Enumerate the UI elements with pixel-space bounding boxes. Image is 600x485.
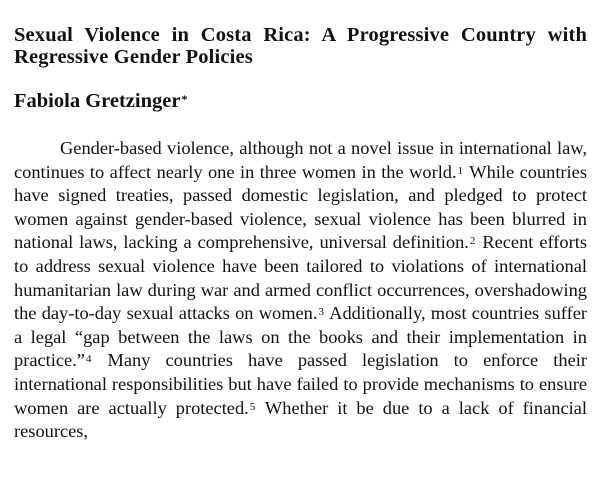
body-text-run: Recent efforts to address sexual violence have been tailored to violations of international humanitarian law during war and armed conflict occurrences, overshadowing the day-to-day sexual attacks on women. xyxy=(14,232,587,324)
document-page xyxy=(14,24,587,444)
author-footnote-marker[interactable]: * xyxy=(181,92,188,106)
body-text-run: Additionally, most countries suffer a legal “gap between the laws on the books and their implementation in practice.” xyxy=(14,303,587,371)
footnote-ref-3[interactable]: 3 xyxy=(318,306,324,319)
body-paragraph xyxy=(14,137,587,444)
footnote-ref-4[interactable]: 4 xyxy=(85,353,92,366)
footnote-ref-2[interactable]: 2 xyxy=(469,235,476,248)
footnote-ref-1[interactable]: 1 xyxy=(457,164,464,177)
article-title: Sexual Violence in Costa Rica: A Progressive Country with Regressive Gender Policies xyxy=(14,24,587,68)
body-text-run: Gender-based violence, although not a novel issue in international law, continues to affect nearly one in three women in the world. xyxy=(14,138,587,182)
author-name: Fabiola Gretzinger xyxy=(14,90,181,112)
footnote-ref-5[interactable]: 5 xyxy=(249,400,256,413)
author-line xyxy=(14,89,587,113)
body-text-run: Many countries have passed legislation to enforce their international responsibilities but have failed to provide mechanisms to ensure women are actually protected. xyxy=(14,350,587,418)
body-text-run: While countries have signed treaties, passed domestic legislation, and pledged to protect women against gender-based violence, sexual violence has been blurred in national laws, lacking a comprehensive, universal definition. xyxy=(14,161,587,253)
body-text-run: Whether it be due to a lack of financial resources, xyxy=(14,397,588,442)
